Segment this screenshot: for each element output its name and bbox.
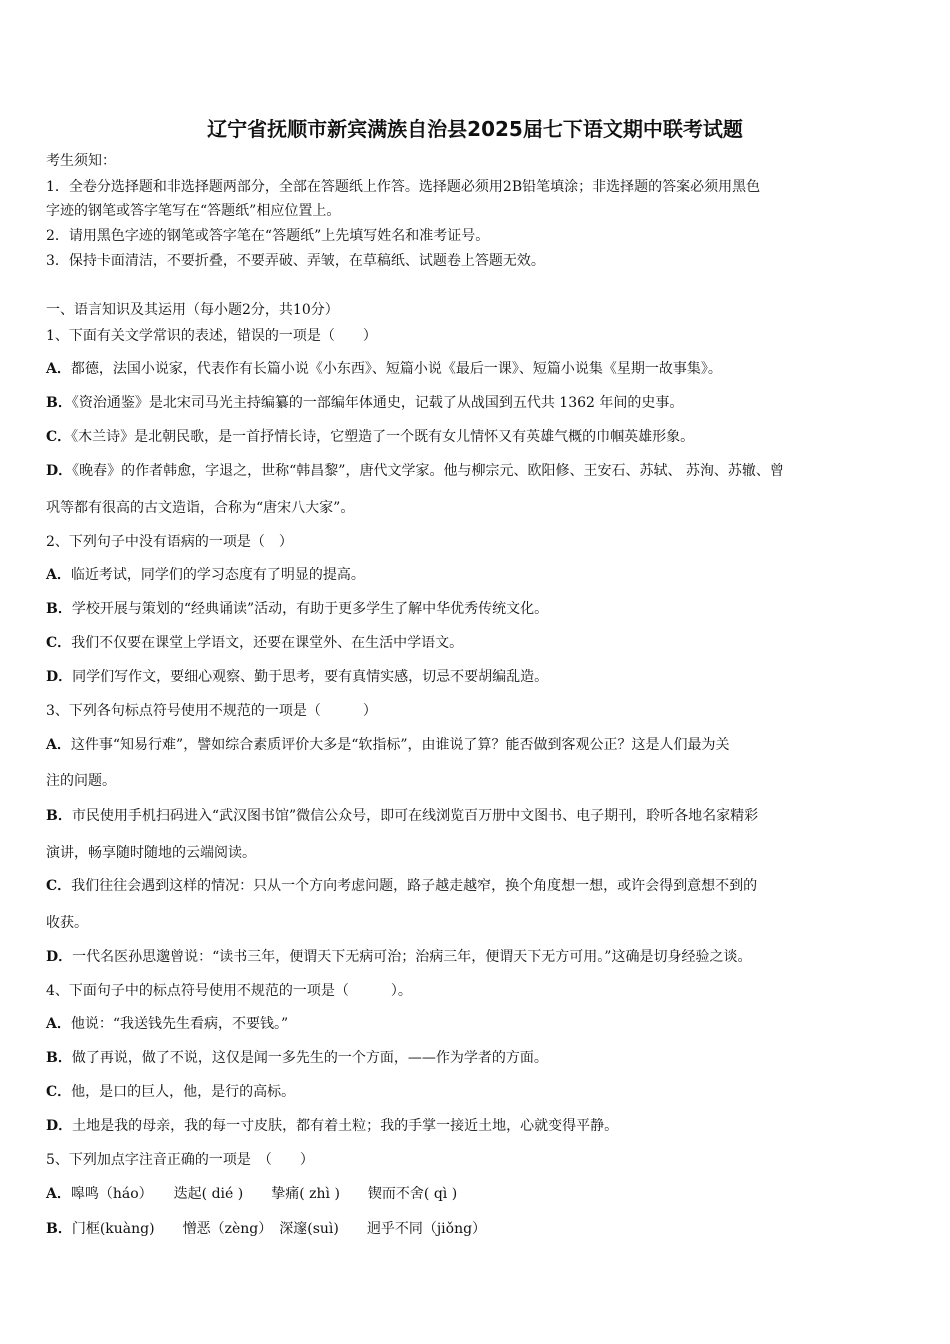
option-text: 他说：“我送钱先生看病，不要钱。”: [70, 1016, 289, 1032]
option-text: 《木兰诗》是北朝民歌，是一首抒情长诗，它塑造了一个既有女儿情怀又有英雄气概的巾帼英雄形象。: [71, 429, 695, 445]
option-label: B．: [46, 1221, 72, 1237]
option-a: [46, 1014, 908, 1034]
option-label: D．: [46, 1118, 73, 1134]
option-c: [46, 876, 908, 896]
option-label: D．: [46, 463, 73, 479]
option-text: 《晚春》的作者韩愈，字退之，世称“韩昌黎”，唐代文学家。他与柳宗元、欧阳修、王安石、苏轼、 苏洵、苏辙、曾: [72, 463, 784, 479]
option-label: B．: [46, 395, 72, 411]
notice-item: 字迹的钢笔或答字笔写在“答题纸”相应位置上。: [46, 203, 341, 219]
option-text: 临近考试，同学们的学习态度有了明显的提高。: [70, 567, 365, 583]
option-d: [46, 667, 908, 687]
option-b-continued: 演讲，畅享随时随地的云端阅读。: [46, 845, 256, 861]
option-text: 《资治通鉴》是北宋司马光主持编纂的一部编年体通史，记载了从战国到五代共 1362 年间的史事。: [71, 395, 684, 411]
question-stem: 5、下列加点字注音正确的一项是 （ ）: [46, 1152, 314, 1168]
option-c: [46, 1082, 908, 1102]
option-label: B．: [46, 1050, 72, 1066]
notice-item: 3．保持卡面清洁，不要折叠，不要弄破、弄皱，在草稿纸、试题卷上答题无效。: [46, 253, 545, 269]
option-text: 市民使用手机扫码进入“武汉图书馆”微信公众号，即可在线浏览百万册中文图书、电子期刊，聆听各地名家精彩: [71, 808, 759, 824]
option-text: 同学们写作文，要细心观察、勤于思考，要有真情实感，切忌不要胡编乱造。: [72, 669, 549, 685]
option-d: [46, 1116, 908, 1136]
option-c-continued: 收获。: [46, 915, 88, 931]
option-label: C．: [46, 1084, 72, 1100]
option-label: A．: [46, 737, 71, 753]
option-text: 土地是我的母亲，我的每一寸皮肤，都有着土粒；我的手掌一接近土地，心就变得平静。: [72, 1118, 619, 1134]
option-b: [46, 1219, 908, 1239]
option-b: [46, 806, 908, 826]
question-stem: 1、下面有关文学常识的表述，错误的一项是（ ）: [46, 328, 377, 344]
option-a-continued: 注的问题。: [46, 773, 116, 789]
option-label: C．: [46, 429, 72, 445]
option-c: [46, 427, 908, 447]
page-title: 辽宁省抚顺市新宾满族自治县2025届七下语文期中联考试题: [207, 117, 743, 141]
option-label: A．: [46, 1016, 71, 1032]
option-text: 他，是口的巨人，他，是行的高标。: [71, 1084, 296, 1100]
option-text: 学校开展与策划的“经典诵读”活动，有助于更多学生了解中华优秀传统文化。: [71, 601, 549, 617]
option-text: 嗥鸣（háo） 迭起( dié ) 挚痛( zhì ) 锲而不舍( qì ): [70, 1186, 458, 1202]
option-a: [46, 359, 908, 379]
option-b: [46, 393, 908, 413]
option-b: [46, 1048, 908, 1068]
option-label: D．: [46, 949, 73, 965]
option-c: [46, 633, 908, 653]
notice-item: 2．请用黑色字迹的钢笔或答字笔在“答题纸”上先填写姓名和准考证号。: [46, 228, 490, 244]
option-label: B．: [46, 808, 72, 824]
option-label: A．: [46, 567, 71, 583]
option-text: 一代名医孙思邈曾说：“读书三年，便谓天下无病可治；治病三年，便谓天下无方可用。”这确是切身经验之谈。: [72, 949, 752, 965]
option-label: C．: [46, 635, 72, 651]
option-label: D．: [46, 669, 73, 685]
option-d-continued: 巩等都有很高的古文造诣，合称为“唐宋八大家”。: [46, 500, 355, 516]
section-heading: 一、语言知识及其运用（每小题2分，共10分）: [46, 302, 339, 318]
option-text: 都德，法国小说家，代表作有长篇小说《小东西》、短篇小说《最后一课》、短篇小说集《星期一故事集》。: [70, 361, 722, 377]
option-text: 我们不仅要在课堂上学语文，还要在课堂外、在生活中学语文。: [71, 635, 464, 651]
option-label: C．: [46, 878, 72, 894]
option-text: 做了再说，做了不说，这仅是闻一多先生的一个方面，——作为学者的方面。: [71, 1050, 548, 1066]
option-label: A．: [46, 1186, 71, 1202]
option-label: B．: [46, 601, 72, 617]
option-label: A．: [46, 361, 71, 377]
option-text: 我们往往会遇到这样的情况：只从一个方向考虑问题，路子越走越窄，换个角度想一想，或许会得到意想不到的: [71, 878, 758, 894]
notice-heading: 考生须知：: [46, 153, 116, 169]
notice-item: 1．全卷分选择题和非选择题两部分，全部在答题纸上作答。选择题必须用2B铅笔填涂；非选择题的答案必须用黑色: [46, 179, 761, 195]
option-a: [46, 735, 908, 755]
option-d: [46, 461, 908, 481]
option-a: [46, 565, 908, 585]
question-stem: 4、下面句子中的标点符号使用不规范的一项是（ ）。: [46, 983, 412, 999]
option-a: [46, 1184, 908, 1204]
question-stem: 2、下列句子中没有语病的一项是（ ）: [46, 534, 293, 550]
option-text: 这件事“知易行难”，譬如综合素质评价大多是“软指标”，由谁说了算？能否做到客观公正？这是人们最为关: [70, 737, 730, 753]
option-text: 门框(kuàng) 憎恶（zèng） 深邃(suì) 迥乎不同（jiǒng）: [71, 1221, 487, 1237]
option-b: [46, 599, 908, 619]
question-stem: 3、下列各句标点符号使用不规范的一项是（ ）: [46, 703, 377, 719]
option-d: [46, 947, 908, 967]
